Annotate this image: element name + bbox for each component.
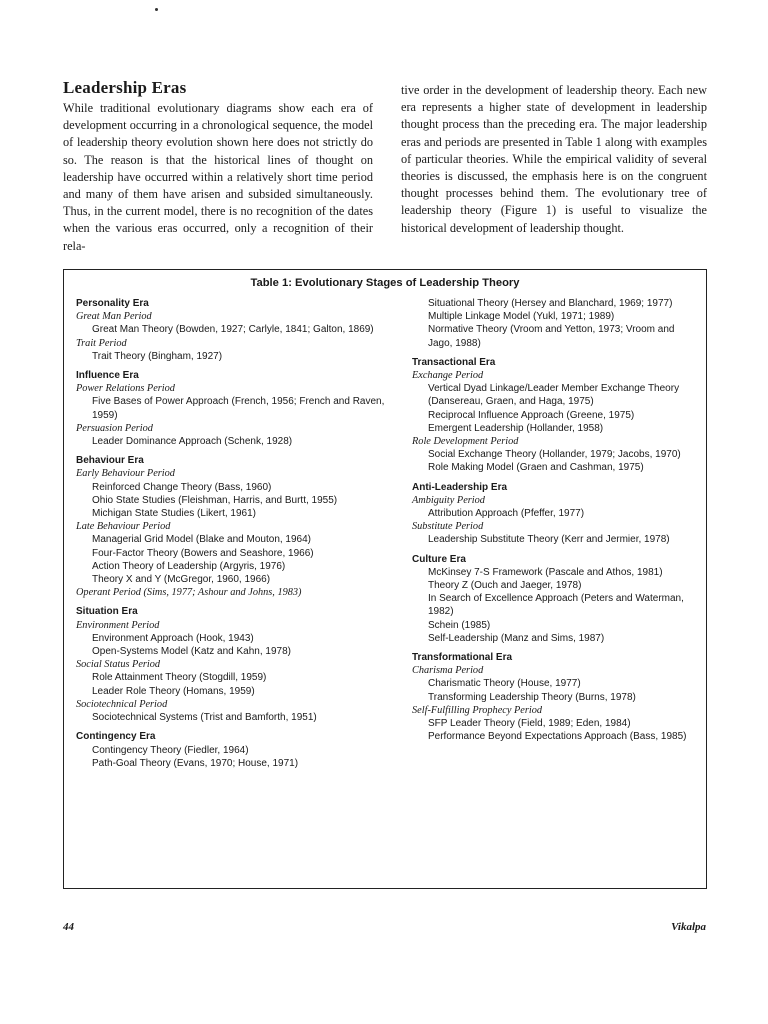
- scan-mark: [155, 8, 158, 11]
- table-period-item: Environment Period: [76, 619, 160, 631]
- table-theory-item: Reinforced Change Theory (Bass, 1960): [92, 481, 272, 493]
- table-era-item: Culture Era: [412, 553, 466, 565]
- table-theory-item: Five Bases of Power Approach (French, 1956; French and Raven, 1959): [92, 396, 385, 421]
- table-theory-item: (Dansereau, Graen, and Haga, 1975): [428, 396, 594, 408]
- table-theory-item: SFP Leader Theory (Field, 1989; Eden, 1984): [428, 718, 631, 730]
- table-period-item: Exchange Period: [412, 370, 484, 382]
- table-theory-item: Transforming Leadership Theory (Burns, 1978): [428, 691, 636, 703]
- table-theory-item: Sociotechnical Systems (Trist and Bamforth, 1951): [92, 712, 317, 724]
- table-era-item: Contingency Era: [76, 731, 156, 743]
- table-theory-item: Vertical Dyad Linkage/Leader Member Exchange Theory: [428, 383, 680, 395]
- table-theory-item: Action Theory of Leadership (Argyris, 1976): [92, 560, 286, 572]
- table-theory-item: Great Man Theory (Bowden, 1927; Carlyle, 1841; Galton, 1869): [92, 324, 374, 336]
- table-theory-item: Ohio State Studies (Fleishman, Harris, and Burtt, 1955): [92, 494, 338, 506]
- table-era-item: Personality Era: [76, 298, 149, 309]
- table-theory-item: Managerial Grid Model (Blake and Mouton, 1964): [92, 534, 312, 546]
- table-theory-item: Theory Z (Ouch and Jaeger, 1978): [428, 580, 582, 592]
- table-theory-item: Contingency Theory (Fiedler, 1964): [92, 744, 249, 756]
- body-column-right: [401, 82, 707, 237]
- table-period-item: Persuasion Period: [76, 422, 153, 434]
- table-theory-item: Leader Role Theory (Homans, 1959): [92, 685, 255, 697]
- table-theory-item: Social Exchange Theory (Hollander, 1979; Jacobs, 1970): [428, 449, 681, 461]
- table-era-item: Anti-Leadership Era: [412, 481, 508, 493]
- table-theory-item: Emergent Leadership (Hollander, 1958): [428, 422, 604, 434]
- table-theory-item: Self-Leadership (Manz and Sims, 1987): [428, 632, 605, 644]
- table-era-item: Influence Era: [76, 370, 139, 382]
- table-period-item: Role Development Period: [412, 436, 519, 448]
- table-era-item: Transformational Era: [412, 652, 513, 664]
- section-heading: Leadership Eras: [63, 78, 187, 97]
- table-theory-item: Multiple Linkage Model (Yukl, 1971; 1989): [428, 311, 615, 323]
- paragraph-right: tive order in the development of leadership theory. Each new era represents a higher state of development in leadership thought process than the preceding era. The major leadership eras and periods are presented in Table 1 along with examples of particular theories. While the empirical validity of several theories is discussed, the emphasis here is on the congruent thought processes behind them. The evolutionary tree of leadership theory (Figure 1) is useful to visualize the historical development of leadership thought.: [401, 83, 707, 235]
- table-theory-item: Four-Factor Theory (Bowers and Seashore, 1966): [92, 547, 314, 559]
- table-period-item: Substitute Period: [412, 521, 484, 533]
- table-theory-item: Charismatic Theory (House, 1977): [428, 678, 581, 690]
- table-period-item: Sociotechnical Period: [76, 698, 168, 710]
- table-period-item: Power Relations Period: [76, 383, 175, 395]
- table-period-item: Late Behaviour Period: [76, 521, 171, 533]
- table-period-item: Ambiguity Period: [412, 494, 485, 506]
- table-era-item: Behaviour Era: [76, 455, 144, 467]
- table-column-left: [76, 297, 411, 770]
- table-theory-item: Attribution Approach (Pfeffer, 1977): [428, 508, 585, 520]
- table-theory-item: Role Attainment Theory (Stogdill, 1959): [92, 672, 267, 684]
- table-theory-item: Schein (1985): [428, 619, 491, 631]
- journal-name: Vikalpa: [671, 921, 706, 933]
- table-theory-item: Open-Systems Model (Katz and Kahn, 1978): [92, 646, 291, 658]
- table-theory-item: Environment Approach (Hook, 1943): [92, 632, 254, 644]
- table-theory-item: Michigan State Studies (Likert, 1961): [92, 508, 256, 520]
- table-theory-item: Path-Goal Theory (Evans, 1970; House, 1971): [92, 757, 299, 769]
- table-theory-item: Performance Beyond Expectations Approach (Bass, 1985): [428, 731, 687, 743]
- table-theory-item: In Search of Excellence Approach (Peters and Waterman, 1982): [428, 593, 684, 618]
- table-period-item: Self-Fulfilling Prophecy Period: [412, 704, 543, 716]
- table-period-item: Early Behaviour Period: [76, 468, 175, 480]
- table-theory-item: Leader Dominance Approach (Schenk, 1928): [92, 436, 293, 448]
- table-era-item: Situation Era: [76, 606, 138, 618]
- table-box: [63, 269, 707, 889]
- table-theory-item: Leadership Substitute Theory (Kerr and Jermier, 1978): [428, 534, 670, 546]
- paragraph-left: While traditional evolutionary diagrams show each era of development occurring in a chronological sequence, the model of leadership theory evolution shown here does not strictly do so. The reason is that the historical lines of thought on leadership have occurred within a relatively short time period and many of them have arisen and subsided simultaneously. Thus, in the current model, there is no recognition of the dates when the various eras occurred, only a recognition of their rela-: [63, 101, 373, 253]
- table-period-item: Great Man Period: [76, 311, 152, 323]
- table-theory-item: Reciprocal Influence Approach (Greene, 1975): [428, 409, 635, 421]
- table-period-item: Operant Period (Sims, 1977; Ashour and Johns, 1983): [76, 587, 302, 599]
- table-theory-item: Role Making Model (Graen and Cashman, 1975): [428, 462, 644, 474]
- table-theory-item: Situational Theory (Hersey and Blanchard, 1969; 1977): [428, 298, 673, 309]
- table-theory-item: Trait Theory (Bingham, 1927): [92, 350, 223, 362]
- table-column-right: [412, 297, 700, 744]
- table-period-item: Charisma Period: [412, 665, 484, 677]
- table-period-item: Social Status Period: [76, 659, 161, 671]
- page-number: 44: [63, 921, 74, 933]
- table-period-item: Trait Period: [76, 337, 127, 349]
- body-column-left: [63, 100, 373, 255]
- table-theory-item: Normative Theory (Vroom and Yetton, 1973; Vroom and Jago, 1988): [428, 324, 675, 349]
- table-title: Table 1: Evolutionary Stages of Leadership Theory: [250, 277, 520, 289]
- table-theory-item: McKinsey 7-S Framework (Pascale and Athos, 1981): [428, 566, 663, 578]
- table-theory-item: Theory X and Y (McGregor, 1960, 1966): [92, 574, 271, 586]
- table-era-item: Transactional Era: [412, 356, 496, 368]
